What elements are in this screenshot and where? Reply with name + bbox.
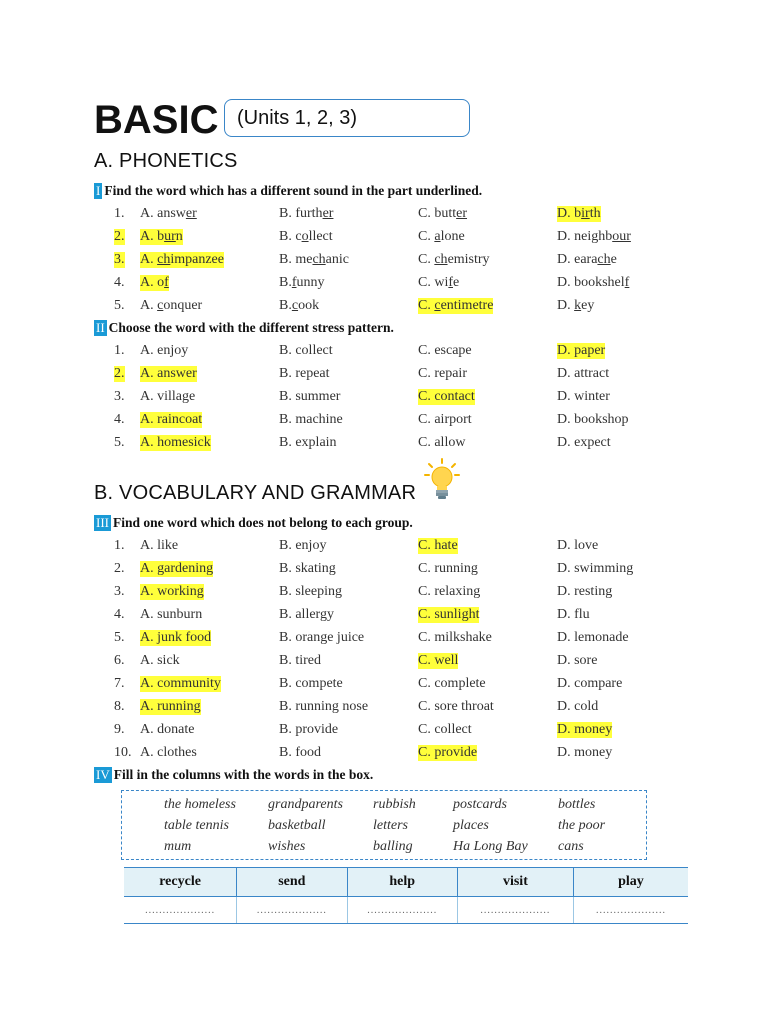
option-d — [557, 343, 605, 359]
option-text: A. — [140, 298, 158, 313]
answer-blank[interactable]: .................... — [347, 897, 457, 924]
question-number: 1. — [114, 206, 125, 221]
option-text: D. bookshop — [557, 412, 629, 427]
option-b — [279, 229, 333, 245]
option-text: A. sick — [140, 653, 180, 668]
option-text: C. repair — [418, 366, 467, 381]
underlined-segment: er — [185, 206, 197, 221]
question-number: 4. — [114, 607, 125, 622]
question-number: 4. — [114, 275, 125, 290]
underlined-segment: k — [574, 298, 582, 313]
underlined-segment: f — [624, 275, 630, 290]
question-row — [0, 252, 768, 272]
option-text: A. clothes — [140, 745, 197, 760]
option-text: B. provide — [279, 722, 339, 737]
option-text: D. eara — [557, 252, 598, 267]
table-row — [124, 897, 688, 924]
underlined-segment: o — [301, 229, 309, 244]
option-d — [557, 584, 612, 600]
option-d — [557, 699, 598, 715]
option-text: D. cold — [557, 699, 599, 714]
option-a — [140, 412, 202, 428]
option-b — [279, 252, 349, 268]
question-row — [0, 206, 768, 226]
option-c — [418, 538, 458, 554]
option-a — [140, 275, 169, 291]
option-text: B. enjoy — [279, 538, 327, 553]
page-title: BASIC — [94, 98, 219, 142]
option-a — [140, 343, 188, 359]
underlined-segment: ch — [597, 252, 611, 267]
option-text: e — [610, 252, 617, 267]
option-text: C. collect — [418, 722, 472, 737]
column-header-send: send — [237, 868, 347, 897]
underlined-segment: our — [612, 229, 631, 244]
option-a — [140, 366, 197, 382]
box-word: cans — [558, 839, 584, 854]
option-c — [418, 389, 475, 405]
option-text: anic — [325, 252, 349, 267]
option-a — [140, 229, 183, 245]
question-number: 4. — [114, 412, 125, 427]
option-b — [279, 298, 319, 314]
option-text: th — [589, 206, 601, 221]
underlined-segment: er — [456, 206, 468, 221]
option-b — [279, 630, 364, 646]
option-d — [557, 366, 609, 382]
answer-blank[interactable]: .................... — [573, 897, 688, 924]
question-row — [0, 229, 768, 249]
question-number: 5. — [114, 298, 125, 313]
option-a — [140, 584, 204, 600]
question-number: 1. — [114, 538, 125, 553]
option-c — [418, 229, 465, 245]
option-text: D. bookshel — [557, 275, 625, 290]
option-text: emistry — [447, 252, 490, 267]
part1-instruction — [94, 183, 482, 199]
option-a — [140, 298, 202, 314]
option-text: A. running — [140, 699, 201, 714]
option-text: D. love — [557, 538, 599, 553]
option-text: C. sunlight — [418, 607, 480, 622]
option-text: C. well — [418, 653, 459, 668]
option-text: C. — [418, 298, 435, 313]
answer-blank[interactable]: .................... — [124, 897, 237, 924]
question-row — [0, 275, 768, 295]
option-text: B. food — [279, 745, 321, 760]
option-text: C. hate — [418, 538, 458, 553]
box-word: the homeless — [164, 797, 236, 812]
question-row — [0, 561, 768, 581]
option-d — [557, 676, 622, 692]
option-d — [557, 206, 601, 222]
roman-numeral-badge: II — [96, 320, 105, 335]
option-text: D. neighb — [557, 229, 613, 244]
box-word: postcards — [453, 797, 507, 812]
answer-blank[interactable]: .................... — [237, 897, 347, 924]
option-text: C. — [418, 252, 435, 267]
option-text: C. relaxing — [418, 584, 481, 599]
box-word: wishes — [268, 839, 306, 854]
option-b — [279, 699, 368, 715]
option-d — [557, 412, 629, 428]
option-c — [418, 699, 494, 715]
option-text: C. butt — [418, 206, 457, 221]
answer-blank[interactable]: .................... — [457, 897, 573, 924]
option-c — [418, 252, 490, 268]
question-number: 2. — [114, 561, 125, 576]
underlined-segment: c — [291, 298, 299, 313]
option-a — [140, 676, 221, 692]
question-number: 3. — [114, 252, 125, 267]
option-text: C. contact — [418, 389, 475, 404]
option-text: D. winter — [557, 389, 610, 404]
option-text: A. homesick — [140, 435, 211, 450]
part3-instruction — [94, 515, 413, 531]
option-c — [418, 722, 472, 738]
option-text: D. sore — [557, 653, 598, 668]
option-c — [418, 275, 459, 291]
option-c — [418, 561, 478, 577]
option-b — [279, 206, 333, 222]
option-text: B. tired — [279, 653, 321, 668]
option-a — [140, 389, 195, 405]
option-text: D. resting — [557, 584, 613, 599]
option-b — [279, 561, 336, 577]
question-number: 3. — [114, 389, 125, 404]
fill-columns-table — [124, 867, 688, 924]
option-text: B. furth — [279, 206, 323, 221]
box-word: rubbish — [373, 797, 416, 812]
question-row — [0, 676, 768, 696]
box-word: balling — [373, 839, 413, 854]
option-text: C. sore throat — [418, 699, 494, 714]
column-header-visit: visit — [457, 868, 573, 897]
roman-numeral-badge: III — [96, 515, 109, 530]
instruction-text: Fill in the columns with the words in the box. — [113, 767, 374, 782]
question-row — [0, 343, 768, 363]
option-c — [418, 607, 479, 623]
option-a — [140, 435, 211, 451]
option-text: A. b — [140, 229, 165, 244]
option-text: C. allow — [418, 435, 466, 450]
box-word: bottles — [558, 797, 596, 812]
box-word: places — [453, 818, 489, 833]
underlined-segment: ur — [164, 229, 176, 244]
option-d — [557, 252, 617, 268]
question-number: 7. — [114, 676, 125, 691]
question-row — [0, 653, 768, 673]
underlined-segment: a — [434, 229, 441, 244]
question-row — [0, 699, 768, 719]
instruction-text: Find the word which has a different sound in the part underlined. — [104, 183, 483, 198]
option-d — [557, 275, 629, 291]
option-d — [557, 298, 594, 314]
option-text: B. sleeping — [279, 584, 342, 599]
option-a — [140, 630, 211, 646]
option-c — [418, 206, 467, 222]
option-text: C. complete — [418, 676, 486, 691]
option-text: A. o — [140, 275, 165, 290]
instruction-text: Choose the word with the different stress pattern. — [108, 320, 394, 335]
underlined-segment: c — [434, 298, 441, 313]
option-text: D. money — [557, 745, 613, 760]
option-text: D. b — [557, 206, 582, 221]
box-word: basketball — [268, 818, 326, 833]
option-text: C. airport — [418, 412, 472, 427]
option-text: D. swimming — [557, 561, 634, 576]
question-number: 3. — [114, 584, 125, 599]
option-text: D. money — [557, 722, 613, 737]
option-d — [557, 538, 598, 554]
option-b — [279, 584, 342, 600]
option-text: A. answ — [140, 206, 186, 221]
option-d — [557, 745, 612, 761]
option-a — [140, 653, 180, 669]
option-c — [418, 298, 493, 314]
option-c — [418, 653, 458, 669]
option-text: B. me — [279, 252, 313, 267]
question-number: 1. — [114, 343, 125, 358]
option-b — [279, 412, 343, 428]
option-b — [279, 722, 338, 738]
question-row — [0, 412, 768, 432]
option-text: A. working — [140, 584, 204, 599]
option-d — [557, 229, 631, 245]
option-b — [279, 676, 343, 692]
part4-instruction — [94, 767, 373, 783]
option-a — [140, 722, 194, 738]
question-row — [0, 389, 768, 409]
option-a — [140, 538, 178, 554]
box-word: table tennis — [164, 818, 229, 833]
option-b — [279, 538, 326, 554]
box-word: grandparents — [268, 797, 343, 812]
option-text: B. skating — [279, 561, 336, 576]
question-number: 8. — [114, 699, 125, 714]
option-text: B. collect — [279, 343, 333, 358]
option-text: B. summer — [279, 389, 341, 404]
option-c — [418, 435, 465, 451]
instruction-text: Find one word which does not belong to each group. — [113, 515, 413, 530]
table-header-row — [124, 868, 688, 897]
option-c — [418, 412, 472, 428]
option-a — [140, 699, 201, 715]
underlined-segment: er — [322, 206, 334, 221]
option-a — [140, 607, 202, 623]
option-text: B. allergy — [279, 607, 334, 622]
option-text: D. paper — [557, 343, 606, 358]
box-word: Ha Long Bay — [453, 839, 528, 854]
option-c — [418, 343, 472, 359]
option-text: impanzee — [170, 252, 224, 267]
option-d — [557, 630, 629, 646]
option-d — [557, 389, 610, 405]
roman-numeral-badge: I — [96, 183, 101, 198]
question-row — [0, 745, 768, 765]
option-d — [557, 653, 597, 669]
option-text: A. answer — [140, 366, 197, 381]
option-b — [279, 607, 334, 623]
option-text: B. explain — [279, 435, 337, 450]
option-text: A. raincoat — [140, 412, 203, 427]
question-row — [0, 538, 768, 558]
option-text: A. like — [140, 538, 179, 553]
option-text: B. — [279, 298, 292, 313]
option-b — [279, 275, 325, 291]
option-text: C. escape — [418, 343, 472, 358]
option-text: llect — [308, 229, 333, 244]
underlined-segment: ch — [434, 252, 448, 267]
units-box: (Units 1, 2, 3) — [224, 99, 470, 137]
option-text: e — [453, 275, 460, 290]
question-row — [0, 630, 768, 650]
option-text: A. donate — [140, 722, 195, 737]
box-word: the poor — [558, 818, 606, 833]
underlined-segment: ch — [312, 252, 326, 267]
option-text: A. — [140, 252, 158, 267]
column-header-recycle: recycle — [124, 868, 237, 897]
option-d — [557, 435, 611, 451]
option-text: D. compare — [557, 676, 623, 691]
question-row — [0, 722, 768, 742]
option-text: ook — [298, 298, 320, 313]
option-text: B. repeat — [279, 366, 330, 381]
option-b — [279, 389, 340, 405]
option-text: D. — [557, 298, 575, 313]
option-d — [557, 722, 612, 738]
word-box — [121, 790, 647, 860]
option-b — [279, 343, 333, 359]
option-text: D. attract — [557, 366, 610, 381]
option-c — [418, 745, 477, 761]
section-a-heading: A. PHONETICS — [94, 150, 238, 172]
option-text: n — [175, 229, 183, 244]
roman-numeral-badge: IV — [96, 767, 110, 782]
option-text: B. — [279, 275, 292, 290]
option-a — [140, 252, 224, 268]
box-word: letters — [373, 818, 408, 833]
option-text: lone — [440, 229, 465, 244]
underlined-segment: f — [164, 275, 169, 290]
option-text: A. gardening — [140, 561, 214, 576]
option-text: C. provide — [418, 745, 478, 760]
option-text: onquer — [163, 298, 203, 313]
part2-instruction — [94, 320, 394, 336]
option-text: B. compete — [279, 676, 343, 691]
option-text: B. orange juice — [279, 630, 365, 645]
section-b-heading: B. VOCABULARY AND GRAMMAR — [94, 482, 417, 504]
option-text: A. village — [140, 389, 196, 404]
option-text: A. sunburn — [140, 607, 203, 622]
question-number: 5. — [114, 630, 125, 645]
underlined-segment: c — [157, 298, 164, 313]
question-number: 5. — [114, 435, 125, 450]
question-row — [0, 584, 768, 604]
question-number: 6. — [114, 653, 125, 668]
option-text: ey — [581, 298, 595, 313]
option-text: C. running — [418, 561, 478, 576]
box-word: mum — [164, 839, 192, 854]
option-text: B. machine — [279, 412, 343, 427]
option-text: D. lemonade — [557, 630, 629, 645]
option-text: unny — [296, 275, 325, 290]
underlined-segment: ch — [157, 252, 171, 267]
option-c — [418, 366, 467, 382]
underlined-segment: ir — [581, 206, 590, 221]
column-header-help: help — [347, 868, 457, 897]
question-row — [0, 298, 768, 318]
option-text: C. — [418, 229, 435, 244]
option-text: A. enjoy — [140, 343, 189, 358]
option-text: B. c — [279, 229, 302, 244]
option-a — [140, 561, 213, 577]
option-text: D. expect — [557, 435, 611, 450]
option-text: D. flu — [557, 607, 590, 622]
question-row — [0, 607, 768, 627]
question-number: 10. — [114, 745, 132, 760]
option-b — [279, 653, 321, 669]
option-text: C. wi — [418, 275, 449, 290]
option-text: A. community — [140, 676, 221, 691]
option-c — [418, 676, 486, 692]
column-header-play: play — [573, 868, 688, 897]
option-text: B. running nose — [279, 699, 369, 714]
option-a — [140, 745, 197, 761]
underlined-segment: f — [448, 275, 454, 290]
question-row — [0, 435, 768, 455]
option-d — [557, 561, 633, 577]
question-number: 2. — [114, 366, 125, 381]
option-c — [418, 584, 480, 600]
option-d — [557, 607, 590, 623]
option-a — [140, 206, 197, 222]
question-number: 2. — [114, 229, 125, 244]
question-number: 9. — [114, 722, 125, 737]
option-b — [279, 366, 330, 382]
option-text: entimetre — [440, 298, 494, 313]
option-c — [418, 630, 492, 646]
underlined-segment: f — [291, 275, 297, 290]
option-text: A. junk food — [140, 630, 212, 645]
option-text: C. milkshake — [418, 630, 492, 645]
option-b — [279, 435, 337, 451]
lightbulb-icon — [424, 458, 460, 502]
option-b — [279, 745, 321, 761]
question-row — [0, 366, 768, 386]
